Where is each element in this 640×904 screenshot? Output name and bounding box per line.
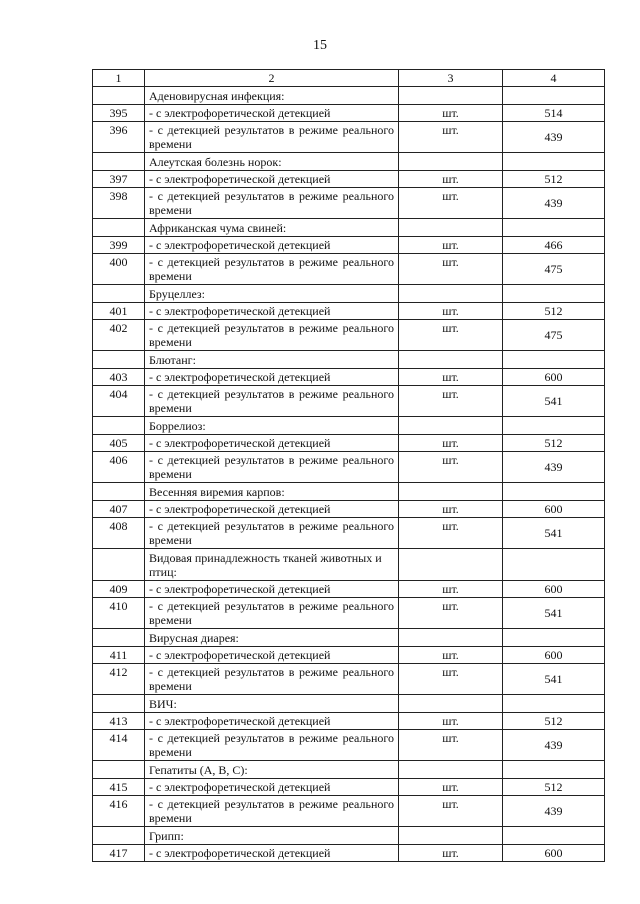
unit: шт. [399, 320, 503, 351]
table-row [93, 320, 605, 351]
price-cell [503, 87, 605, 105]
row-number-cell [93, 285, 145, 303]
price-cell [503, 219, 605, 237]
category-label: Боррелиоз: [145, 417, 399, 435]
row-number-cell [93, 549, 145, 581]
row-number-cell [93, 695, 145, 713]
unit: шт. [399, 369, 503, 386]
unit-cell [399, 351, 503, 369]
row-number: 406 [93, 452, 145, 483]
category-label: Гепатиты (А, В, С): [145, 761, 399, 779]
table-row [93, 369, 605, 386]
price: 512 [503, 713, 605, 730]
category-label: Вирусная диарея: [145, 629, 399, 647]
unit: шт. [399, 452, 503, 483]
category-row [93, 629, 605, 647]
table-row [93, 713, 605, 730]
price: 512 [503, 779, 605, 796]
row-number: 410 [93, 598, 145, 629]
row-number: 409 [93, 581, 145, 598]
row-number: 395 [93, 105, 145, 122]
price: 514 [503, 105, 605, 122]
row-number: 397 [93, 171, 145, 188]
service-description: - с электрофоретической детекцией [145, 237, 399, 254]
unit-cell [399, 153, 503, 171]
category-label: Видовая принадлежность тканей животных и птиц: [145, 549, 399, 581]
price: 541 [503, 386, 605, 417]
unit: шт. [399, 435, 503, 452]
price: 600 [503, 501, 605, 518]
price: 475 [503, 320, 605, 351]
service-description: - с детекцией результатов в режиме реального времени [145, 386, 399, 417]
price-cell [503, 153, 605, 171]
table-row [93, 254, 605, 285]
price: 541 [503, 598, 605, 629]
price: 475 [503, 254, 605, 285]
table-header-row [93, 70, 605, 87]
price: 439 [503, 796, 605, 827]
category-row [93, 285, 605, 303]
unit: шт. [399, 581, 503, 598]
unit: шт. [399, 303, 503, 320]
category-label: Аденовирусная инфекция: [145, 87, 399, 105]
table-row [93, 105, 605, 122]
table-row [93, 303, 605, 320]
service-description: - с детекцией результатов в режиме реального времени [145, 730, 399, 761]
category-label: Бруцеллез: [145, 285, 399, 303]
unit: шт. [399, 237, 503, 254]
price: 439 [503, 122, 605, 153]
row-number-cell [93, 351, 145, 369]
price: 439 [503, 452, 605, 483]
table-row [93, 435, 605, 452]
unit: шт. [399, 845, 503, 862]
column-header-4: 4 [503, 70, 605, 87]
unit: шт. [399, 598, 503, 629]
price-cell [503, 549, 605, 581]
price-table [92, 69, 605, 862]
service-description: - с электрофоретической детекцией [145, 171, 399, 188]
unit-cell [399, 285, 503, 303]
row-number: 412 [93, 664, 145, 695]
unit: шт. [399, 122, 503, 153]
price: 600 [503, 647, 605, 664]
table-row [93, 237, 605, 254]
unit-cell [399, 219, 503, 237]
category-label: Весенняя виремия карпов: [145, 483, 399, 501]
price-cell [503, 761, 605, 779]
row-number-cell [93, 629, 145, 647]
unit: шт. [399, 188, 503, 219]
row-number: 399 [93, 237, 145, 254]
category-row [93, 417, 605, 435]
category-row [93, 695, 605, 713]
category-label: Блютанг: [145, 351, 399, 369]
service-description: - с электрофоретической детекцией [145, 369, 399, 386]
row-number: 407 [93, 501, 145, 518]
service-description: - с электрофоретической детекцией [145, 501, 399, 518]
row-number: 403 [93, 369, 145, 386]
row-number-cell [93, 417, 145, 435]
table-row [93, 647, 605, 664]
price: 600 [503, 845, 605, 862]
unit-cell [399, 695, 503, 713]
table-row [93, 386, 605, 417]
unit-cell [399, 417, 503, 435]
category-label: Алеутская болезнь норок: [145, 153, 399, 171]
unit: шт. [399, 254, 503, 285]
price-cell [503, 417, 605, 435]
row-number: 401 [93, 303, 145, 320]
unit-cell [399, 827, 503, 845]
table-row [93, 171, 605, 188]
price: 439 [503, 730, 605, 761]
table-row [93, 796, 605, 827]
column-header-2: 2 [145, 70, 399, 87]
table-row [93, 845, 605, 862]
unit: шт. [399, 501, 503, 518]
table-row [93, 581, 605, 598]
category-row [93, 87, 605, 105]
price: 512 [503, 171, 605, 188]
price: 512 [503, 435, 605, 452]
price: 541 [503, 518, 605, 549]
price: 466 [503, 237, 605, 254]
service-description: - с электрофоретической детекцией [145, 845, 399, 862]
table-row [93, 452, 605, 483]
service-description: - с электрофоретической детекцией [145, 647, 399, 664]
unit: шт. [399, 171, 503, 188]
unit-cell [399, 549, 503, 581]
price-cell [503, 483, 605, 501]
row-number: 417 [93, 845, 145, 862]
row-number-cell [93, 827, 145, 845]
category-row [93, 483, 605, 501]
category-label: Африканская чума свиней: [145, 219, 399, 237]
column-header-1: 1 [93, 70, 145, 87]
category-row [93, 827, 605, 845]
row-number-cell [93, 87, 145, 105]
service-description: - с электрофоретической детекцией [145, 581, 399, 598]
table-row [93, 779, 605, 796]
service-description: - с детекцией результатов в режиме реального времени [145, 188, 399, 219]
row-number: 398 [93, 188, 145, 219]
price: 600 [503, 581, 605, 598]
page-number: 15 [313, 38, 327, 53]
service-description: - с детекцией результатов в режиме реального времени [145, 796, 399, 827]
row-number: 411 [93, 647, 145, 664]
row-number: 402 [93, 320, 145, 351]
service-description: - с детекцией результатов в режиме реального времени [145, 598, 399, 629]
row-number: 415 [93, 779, 145, 796]
service-description: - с детекцией результатов в режиме реального времени [145, 452, 399, 483]
table-row [93, 501, 605, 518]
row-number: 400 [93, 254, 145, 285]
column-header-3: 3 [399, 70, 503, 87]
unit: шт. [399, 518, 503, 549]
row-number: 405 [93, 435, 145, 452]
category-row [93, 549, 605, 581]
service-description: - с детекцией результатов в режиме реального времени [145, 254, 399, 285]
service-description: - с детекцией результатов в режиме реального времени [145, 518, 399, 549]
unit: шт. [399, 730, 503, 761]
row-number-cell [93, 761, 145, 779]
category-label: ВИЧ: [145, 695, 399, 713]
row-number: 414 [93, 730, 145, 761]
price-table-body [93, 70, 605, 862]
service-description: - с детекцией результатов в режиме реального времени [145, 320, 399, 351]
table-row [93, 664, 605, 695]
price: 512 [503, 303, 605, 320]
row-number: 404 [93, 386, 145, 417]
category-label: Грипп: [145, 827, 399, 845]
unit: шт. [399, 647, 503, 664]
service-description: - с электрофоретической детекцией [145, 105, 399, 122]
category-row [93, 219, 605, 237]
row-number-cell [93, 483, 145, 501]
unit-cell [399, 629, 503, 647]
table-row [93, 122, 605, 153]
price: 439 [503, 188, 605, 219]
row-number: 416 [93, 796, 145, 827]
unit: шт. [399, 713, 503, 730]
unit: шт. [399, 796, 503, 827]
price-cell [503, 827, 605, 845]
unit: шт. [399, 664, 503, 695]
price: 600 [503, 369, 605, 386]
row-number: 396 [93, 122, 145, 153]
service-description: - с электрофоретической детекцией [145, 303, 399, 320]
category-row [93, 761, 605, 779]
price-cell [503, 351, 605, 369]
price-cell [503, 285, 605, 303]
row-number-cell [93, 219, 145, 237]
service-description: - с детекцией результатов в режиме реального времени [145, 122, 399, 153]
unit: шт. [399, 386, 503, 417]
unit-cell [399, 87, 503, 105]
unit-cell [399, 761, 503, 779]
category-row [93, 153, 605, 171]
unit-cell [399, 483, 503, 501]
service-description: - с электрофоретической детекцией [145, 435, 399, 452]
category-row [93, 351, 605, 369]
unit: шт. [399, 105, 503, 122]
service-description: - с детекцией результатов в режиме реального времени [145, 664, 399, 695]
table-row [93, 730, 605, 761]
price: 541 [503, 664, 605, 695]
row-number-cell [93, 153, 145, 171]
row-number: 408 [93, 518, 145, 549]
unit: шт. [399, 779, 503, 796]
price-cell [503, 629, 605, 647]
price-cell [503, 695, 605, 713]
service-description: - с электрофоретической детекцией [145, 779, 399, 796]
row-number: 413 [93, 713, 145, 730]
table-row [93, 188, 605, 219]
service-description: - с электрофоретической детекцией [145, 713, 399, 730]
table-row [93, 598, 605, 629]
table-row [93, 518, 605, 549]
